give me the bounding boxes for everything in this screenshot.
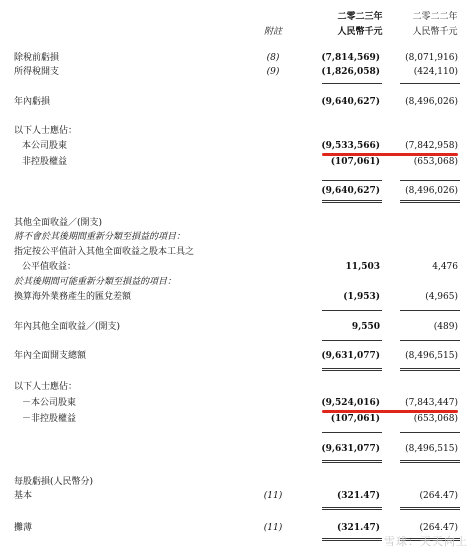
subtotal-rule <box>400 310 460 311</box>
value-2022: 4,476 <box>432 262 458 272</box>
unit-2023-header: 人民幣千元 <box>337 27 383 37</box>
total-rule <box>322 540 382 541</box>
value-2023: (321.47) <box>337 523 380 533</box>
value-2022: (8,071,916) <box>405 53 458 63</box>
row-label: 非控股權益 <box>22 157 68 167</box>
subtotal-rule <box>400 83 460 84</box>
row-label: 所得稅開支 <box>14 67 60 77</box>
row-note: (8) <box>266 53 280 63</box>
value-2022: (7,843,447) <box>405 398 458 408</box>
value-2023: (9,631,077) <box>321 351 380 361</box>
subtotal-rule <box>322 83 382 84</box>
year-2023-header: 二零二三年 <box>337 12 383 22</box>
row-label: 本公司股東 <box>22 141 68 151</box>
row-label: 年內虧損 <box>14 97 51 107</box>
value-2022: (489) <box>433 322 458 332</box>
value-2023: (321.47) <box>337 491 380 501</box>
value-2022: (264.47) <box>419 523 458 533</box>
total-rule <box>400 368 460 369</box>
section-heading: 其他全面收益／(開支) <box>14 218 103 228</box>
value-2023: (107,061) <box>330 157 380 167</box>
value-2023: (1,953) <box>343 292 380 302</box>
row-note: (11) <box>263 491 283 501</box>
year-2022-header: 二零二二年 <box>412 12 458 22</box>
row-label: 換算海外業務產生的匯兌差額 <box>14 292 132 302</box>
total-rule <box>400 462 460 463</box>
total-rule <box>400 460 460 461</box>
subtotal-rule <box>322 340 382 341</box>
total-rule <box>322 368 382 369</box>
value-2022: (653,068) <box>413 414 458 424</box>
value-2023: (9,631,077) <box>321 444 380 454</box>
total-rule <box>322 538 382 539</box>
value-2023: (1,826,058) <box>321 67 380 77</box>
total-rule <box>400 509 460 510</box>
value-2022: (8,496,515) <box>405 444 458 454</box>
value-2022: (8,496,026) <box>405 97 458 107</box>
row-label: －本公司股東 <box>22 398 77 408</box>
value-2023: (9,524,016) <box>321 398 380 408</box>
value-2023: (7,814,569) <box>321 53 380 63</box>
row-note: (11) <box>263 523 283 533</box>
total-rule <box>322 507 382 508</box>
value-2022: (7,842,958) <box>405 141 458 151</box>
section-subheading: 將不會於其後期間重新分類至損益的項目： <box>14 232 186 242</box>
value-2022: (264.47) <box>419 491 458 501</box>
value-2023: (9,640,627) <box>321 186 380 196</box>
row-label: 年內全面開支總額 <box>14 351 87 361</box>
value-2023: (107,061) <box>330 414 380 424</box>
subtotal-rule <box>400 340 460 341</box>
total-rule <box>322 202 382 203</box>
total-rule <box>322 460 382 461</box>
section-heading: 每股虧損(人民幣分) <box>14 477 94 487</box>
highlight-underline <box>322 410 458 413</box>
row-note: (9) <box>266 67 280 77</box>
total-rule <box>400 507 460 508</box>
total-rule <box>400 370 460 371</box>
highlight-underline <box>322 153 458 156</box>
total-rule <box>322 200 382 201</box>
total-rule <box>322 370 382 371</box>
total-rule <box>400 202 460 203</box>
value-2022: (8,496,515) <box>405 351 458 361</box>
row-label: 指定按公平值計入其他全面收益之股本工具之 <box>14 247 195 257</box>
row-label: 公平值收益： <box>22 262 77 272</box>
total-rule <box>322 509 382 510</box>
value-2023: 9,550 <box>351 322 380 332</box>
unit-2022-header: 人民幣千元 <box>412 27 458 37</box>
subtotal-rule <box>400 432 460 433</box>
subtotal-rule <box>322 310 382 311</box>
value-2023: (9,533,566) <box>321 141 380 151</box>
row-label: 基本 <box>14 491 33 501</box>
value-2022: (424,110) <box>413 67 458 77</box>
row-label: 攤薄 <box>14 523 33 533</box>
value-2022: (4,965) <box>425 292 458 302</box>
watermark: 雪球：天天向上 <box>384 535 468 548</box>
value-2023: (9,640,627) <box>321 97 380 107</box>
section-heading: 以下人士應佔： <box>14 382 78 392</box>
subtotal-rule <box>322 432 382 433</box>
total-rule <box>322 462 382 463</box>
row-label: 年內其他全面收益／(開支) <box>14 322 121 332</box>
value-2022: (8,496,026) <box>405 186 458 196</box>
row-label: －非控股權益 <box>22 414 77 424</box>
section-heading: 以下人士應佔： <box>14 126 78 136</box>
subtotal-rule <box>322 180 382 181</box>
value-2023: 11,503 <box>345 262 380 272</box>
row-label: 除稅前虧損 <box>14 53 60 63</box>
value-2022: (653,068) <box>413 157 458 167</box>
section-subheading: 於其後期間可能重新分類至損益的項目： <box>14 277 177 287</box>
total-rule <box>400 200 460 201</box>
subtotal-rule <box>400 180 460 181</box>
note-column-header: 附註 <box>263 27 282 37</box>
